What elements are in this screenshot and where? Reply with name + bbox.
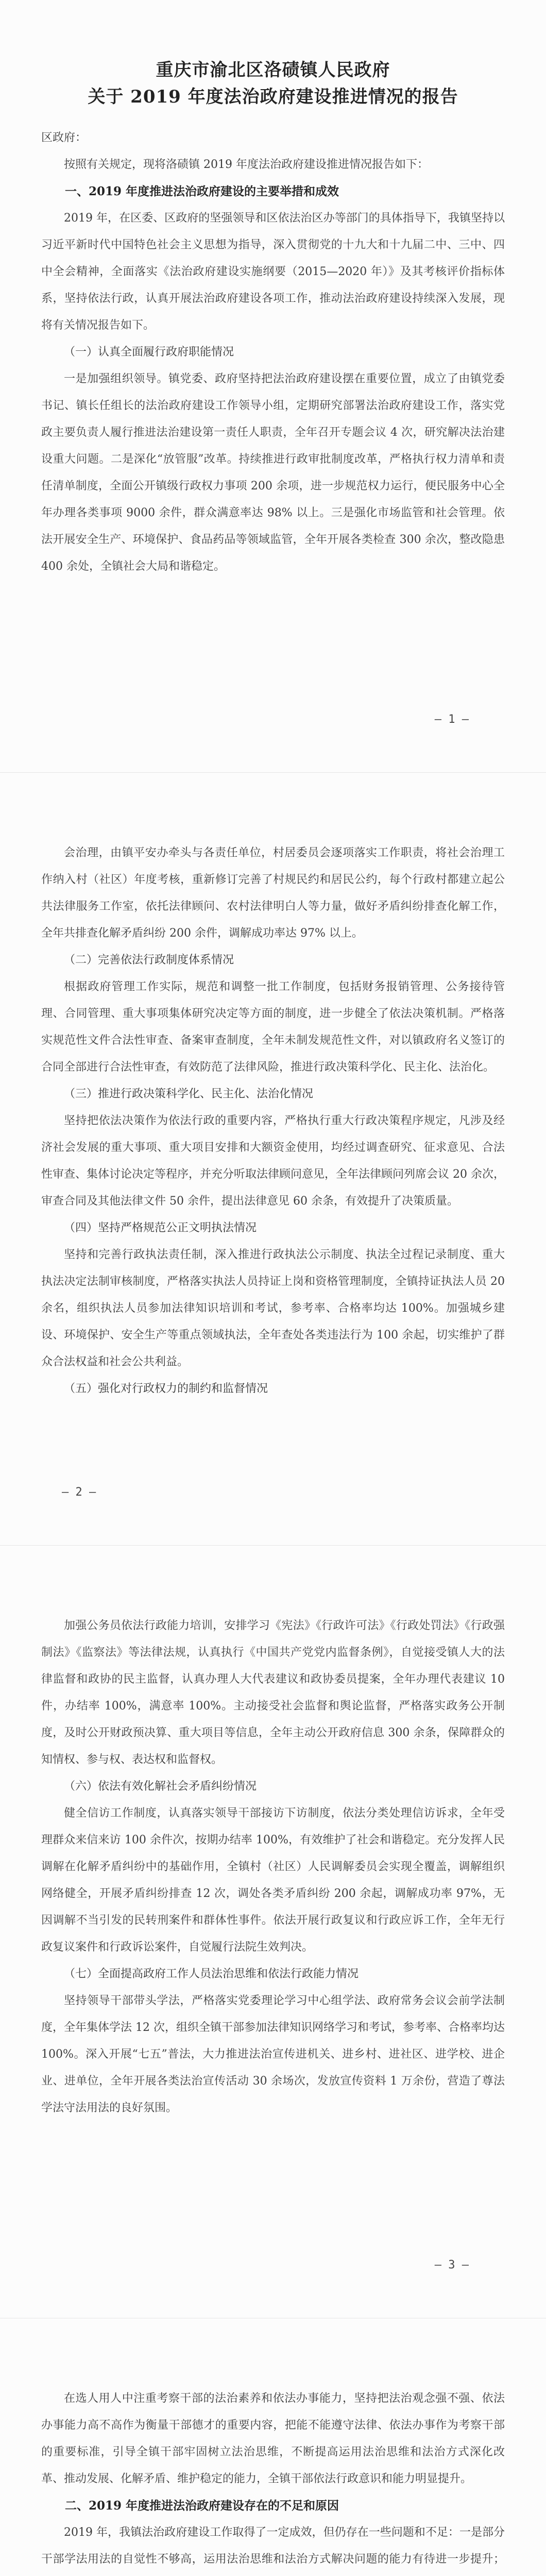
subsection-heading: （六）依法有效化解社会矛盾纠纷情况: [64, 1780, 257, 1793]
paragraph: 区政府：: [41, 131, 87, 144]
page-body: [41, 2385, 505, 2576]
page-body: [41, 840, 505, 1402]
subsection-heading: （四）坚持严格规范公正文明执法情况: [64, 1222, 257, 1234]
paragraph: 加强公务员依法行政能力培训，安排学习《宪法》《行政许可法》《行政处罚法》《行政强制法》《监察法》等法律法规，认真执行《中国共产党党内监督条例》，自觉接受镇人大的法律监督和政协的民主监督，认真办理人大代表建议和政协委员提案，全年办理代表建议 10 件，办结率 100%，满意率 100%。主动接受社会监督和舆论监督，严格落实政务公开制度，及时公开财政预决算、重大项目等信息，全年主动公开政府信息 300 余条，保障群众的知情权、参与权、表达权和监督权。: [41, 1619, 505, 1766]
paragraph: 坚持把依法决策作为依法行政的重要内容，严格执行重大行政决策程序规定，凡涉及经济社会发展的重大事项、重大项目安排和大额资金使用，均经过调查研究、征求意见、合法性审查、集体讨论决定等程序，并充分听取法律顾问意见，全年法律顾问列席会议 20 余次，审查合同及其他法律文件 50 余件，提出法律意见 60 余条，有效提升了决策质量。: [41, 1114, 505, 1208]
subsection-heading: （一）认真全面履行政府职能情况: [64, 346, 234, 359]
paragraph: 一是加强组织领导。镇党委、政府坚持把法治政府建设摆在重要位置，成立了由镇党委书记、镇长任组长的法治政府建设工作领导小组，定期研究部署法治政府建设工作，落实党政主要负责人履行推进法治建设第一责任人职责，全年召开专题会议 4 次，研究解决法治建设重大问题。二是深化“放管服”改革。持续推进行政审批制度改革，严格执行权力清单和责任清单制度，全面公开镇级行政权力事项 200 余项，进一步规范权力运行，便民服务中心全年办理各类事项 9000 余件，群众满意率达 98% 以上。三是强化市场监管和社会管理。依法开展安全生产、环境保护、食品药品等领域监管，全年开展各类检查 300 余次，整改隐患 400 余处，全镇社会大局和谐稳定。: [41, 372, 505, 573]
page-3: [0, 1546, 546, 2318]
page-1: [0, 0, 546, 773]
paragraph: 根据政府管理工作实际，规范和调整一批工作制度，包括财务报销管理、公务接待管理、合同管理、重大事项集体研究决定等方面的制度，进一步健全了依法决策机制。严格落实规范性文件合法性审查、备案审查制度，全年未制发规范性文件，对以镇政府名义签订的合同全部进行合法性审查，有效防范了法律风险，推进行政决策科学化、民主化、法治化。: [41, 980, 505, 1074]
page-2: [0, 773, 546, 1546]
paragraph: 在选人用人中注重考察干部的法治素养和依法办事能力，坚持把法治观念强不强、依法办事能力高不高作为衡量干部德才的重要内容，把能不能遵守法律、依法办事作为考察干部的重要标准，引导全镇干部牢固树立法治思维，不断提高运用法治思维和法治方式深化改革、推动发展、化解矛盾、维护稳定的能力，全镇干部依法行政意识和能力明显提升。: [41, 2392, 505, 2485]
page-body: [41, 125, 505, 580]
paragraph: 会治理，由镇平安办牵头与各责任单位，村居委员会逐项落实工作职责，将社会治理工作纳入村（社区）年度考核，重新修订完善了村规民约和居民公约，每个行政村都建立起公共法律服务工作室，依托法律顾问、农村法律明白人等力量，做好矛盾纠纷排查化解工作，全年共排查化解矛盾纠纷 200 余件，调解成功率达 97% 以上。: [41, 846, 505, 940]
page-4: [0, 2318, 546, 2576]
paragraph: 坚持领导干部带头学法，严格落实党委理论学习中心组学法、政府常务会议会前学法制度，全年集体学法 12 次，组织全镇干部参加法律知识网络学习和考试，参考率、合格率均达 100%。深入开展“七五”普法，大力推进法治宣传进机关、进乡村、进社区、进学校、进企业、进单位，全年开展各类法治宣传活动 30 余场次，发放宣传资料 1 万余份，营造了尊法学法守法用法的良好氛围。: [41, 1994, 505, 2114]
paragraph: 健全信访工作制度，认真落实领导干部接访下访制度，依法分类处理信访诉求，全年受理群众来信来访 100 余件次，按期办结率 100%，有效维护了社会和谐稳定。充分发挥人民调解在化解矛盾纠纷中的基础作用，全镇村（社区）人民调解委员会实现全覆盖，调解组织网络健全，开展矛盾纠纷排查 12 次，调处各类矛盾纠纷 200 余起，调解成功率 97%，无因调解不当引发的民转刑案件和群体性事件。依法开展行政复议和行政应诉工作，全年无行政复议案件和行政诉讼案件，自觉履行法院生效判决。: [41, 1807, 505, 1954]
paragraph: 2019 年，在区委、区政府的坚强领导和区依法治区办等部门的具体指导下，我镇坚持以习近平新时代中国特色社会主义思想为指导，深入贯彻党的十九大和十九届二中、三中、四中全会精神，全面落实《法治政府建设实施纲要（2015—2020 年）》及其考核评价指标体系，坚持依法行政，认真开展法治政府建设各项工作，推动法治政府建设持续深入发展，现将有关情况报告如下。: [41, 212, 505, 332]
subsection-heading: （二）完善依法行政制度体系情况: [64, 954, 234, 967]
paragraph: 坚持和完善行政执法责任制，深入推进行政执法公示制度、执法全过程记录制度、重大执法决定法制审核制度，严格落实执法人员持证上岗和资格管理制度，全镇持证执法人员 20 余名，组织执法人员参加法律知识培训和考试，参考率、合格率均达 100%。加强城乡建设、环境保护、安全生产等重点领域执法，全年查处各类违法行为 100 余起，切实维护了群众合法权益和社会公共利益。: [41, 1248, 505, 1368]
page-number: — 2 —: [62, 1486, 96, 1499]
document-title-line1: 重庆市渝北区洛碛镇人民政府: [156, 60, 390, 80]
paragraph: 按照有关规定，现将洛碛镇 2019 年度法治政府建设推进情况报告如下：: [64, 158, 429, 171]
paragraph: 2019 年，我镇法治政府建设工作取得了一定成效，但仍存在一些问题和不足：一是部分干部学法用法的自觉性不够高，运用法治思维和法治方式解决问题的能力有待进一步提升；: [41, 2526, 505, 2566]
page-number: — 1 —: [434, 713, 469, 726]
subsection-heading: （五）强化对行政权力的制约和监督情况: [64, 1382, 268, 1395]
section-heading: 一、2019 年度推进法治政府建设的主要举措和成效: [65, 184, 339, 198]
subsection-heading: （七）全面提高政府工作人员法治思维和依法行政能力情况: [64, 1968, 359, 1980]
section-heading: 二、2019 年度推进法治政府建设存在的不足和原因: [65, 2499, 339, 2513]
page-body: [41, 1613, 505, 2122]
subsection-heading: （三）推进行政决策科学化、民主化、法治化情况: [64, 1088, 314, 1100]
document-title-line2: 关于 2019 年度法治政府建设推进情况的报告: [88, 87, 458, 107]
page-number: — 3 —: [434, 2259, 469, 2272]
